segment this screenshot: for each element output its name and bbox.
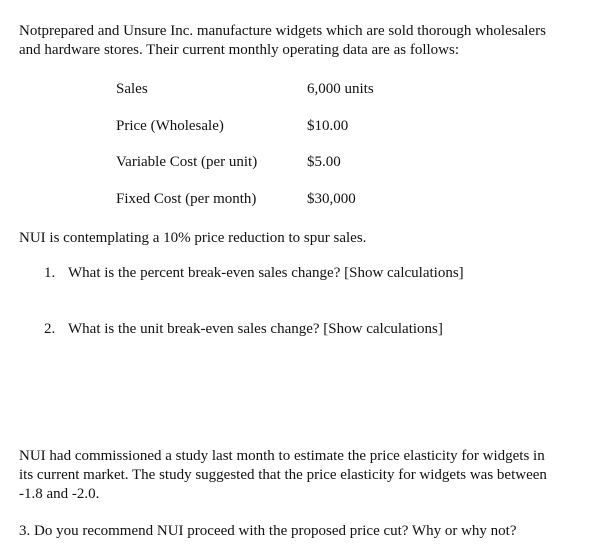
row-label-fixed-cost: Fixed Cost (per month) xyxy=(116,191,257,207)
study-line-1: NUI had commissioned a study last month to estimate the price elasticity for widgets in xyxy=(19,448,545,464)
question-3: 3. Do you recommend NUI proceed with the proposed price cut? Why or why not? xyxy=(19,523,517,539)
intro-paragraph xyxy=(19,22,594,60)
price-reduction-statement: NUI is contemplating a 10% price reduction to spur sales. xyxy=(19,230,367,246)
row-value-sales: 6,000 units xyxy=(307,81,374,97)
intro-line-1: Notprepared and Unsure Inc. manufacture widgets which are sold thorough wholesalers xyxy=(19,23,546,39)
question-1-text: What is the percent break-even sales change? [Show calculations] xyxy=(68,265,464,281)
question-1-number: 1. xyxy=(44,265,56,281)
study-line-2: its current market. The study suggested that the price elasticity for widgets was between xyxy=(19,467,547,483)
study-line-3: -1.8 and -2.0. xyxy=(19,486,100,502)
row-value-variable-cost: $5.00 xyxy=(307,154,341,170)
question-2-number: 2. xyxy=(44,321,56,337)
row-value-price: $10.00 xyxy=(307,118,349,134)
study-paragraph xyxy=(19,447,594,504)
question-1 xyxy=(44,264,464,283)
question-2-text: What is the unit break-even sales change? [Show calculations] xyxy=(68,321,443,337)
intro-line-2: and hardware stores. Their current monthly operating data are as follows: xyxy=(19,42,459,58)
row-label-sales: Sales xyxy=(116,81,148,97)
question-2 xyxy=(44,320,443,339)
row-label-variable-cost: Variable Cost (per unit) xyxy=(116,154,258,170)
row-label-price: Price (Wholesale) xyxy=(116,118,224,134)
row-value-fixed-cost: $30,000 xyxy=(307,191,356,207)
